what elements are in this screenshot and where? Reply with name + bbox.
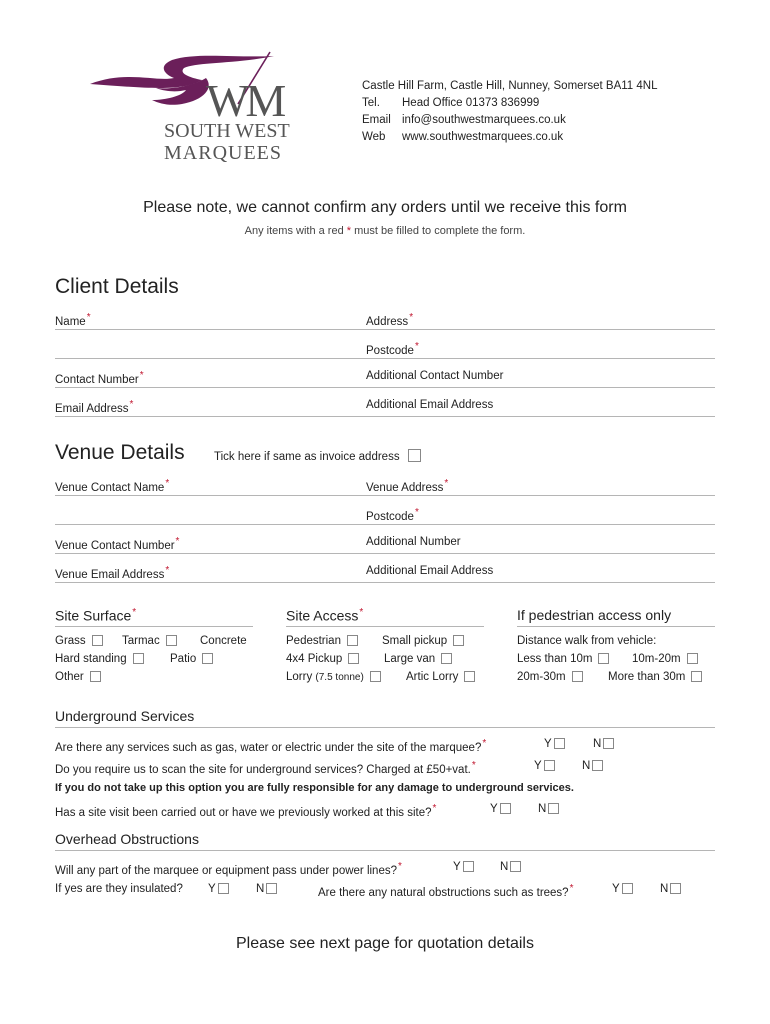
distance-20-30-checkbox[interactable] [572,671,583,682]
distance-walk-label: Distance walk from vehicle: [517,635,657,647]
overhead-q1-no: N [500,861,521,873]
underground-q1-no-checkbox[interactable] [603,738,614,749]
surface-hard-standing-option: Hard standing [55,653,144,665]
client-postcode-label: Postcode* [366,341,419,357]
logo-text-line1: SOUTH WEST [164,120,290,142]
underground-services-heading: Underground Services [55,708,195,724]
overhead-q3-yes: Y [612,883,633,895]
access-artic-option: Artic Lorry [406,671,475,683]
client-name-field[interactable] [55,329,715,330]
access-4x4-option: 4x4 Pickup [286,653,359,665]
web-link[interactable]: www.southwestmarquees.co.uk [402,131,564,143]
distance-gt30-option: More than 30m [608,671,702,683]
underground-q3: Has a site visit been carried out or have we previously worked at this site?* [55,803,437,819]
same-as-invoice-option: Tick here if same as invoice address [214,449,421,463]
venue-additional-number-label: Additional Number [366,536,461,548]
site-surface-divider [55,626,253,627]
surface-patio-option: Patio [170,653,213,665]
underground-q1-yes-checkbox[interactable] [554,738,565,749]
overhead-q2-no-checkbox[interactable] [266,883,277,894]
venue-contact-number-field[interactable] [55,553,715,554]
surface-other-option: Other [55,671,101,683]
client-email-label: Email Address* [55,399,134,415]
access-large-van-option: Large van [384,653,452,665]
distance-20-30-option: 20m-30m [517,671,583,683]
distance-10-20-option: 10m-20m [632,653,698,665]
underground-q1: Are there any services such as gas, water or electric under the site of the marquee?* [55,738,487,754]
distance-lt10-checkbox[interactable] [598,653,609,664]
underground-q3-yes-checkbox[interactable] [500,803,511,814]
venue-email-field[interactable] [55,582,715,583]
client-details-heading: Client Details [55,275,179,298]
overhead-q2-no: N [256,883,277,895]
client-name-label: Name* [55,312,91,328]
client-address-label: Address* [366,312,414,328]
underground-q3-yes: Y [490,803,511,815]
surface-other-checkbox[interactable] [90,671,101,682]
venue-contact-number-label: Venue Contact Number* [55,536,180,552]
access-artic-checkbox[interactable] [464,671,475,682]
overhead-q1: Will any part of the marquee or equipment pass under power lines?* [55,861,402,877]
client-contact-field[interactable] [55,387,715,388]
surface-grass-option: Grass [55,635,103,647]
notice-sub-after: must be filled to complete the form. [354,225,526,237]
client-contact-label: Contact Number* [55,370,144,386]
overhead-q3: Are there any natural obstructions such as trees?* [318,883,574,899]
notice-sub-before: Any items with a red [244,225,344,237]
overhead-q3-no: N [660,883,681,895]
notice-subtitle [0,225,770,237]
company-address: Castle Hill Farm, Castle Hill, Nunney, Somerset BA11 4NL [362,80,658,92]
underground-q2-no-checkbox[interactable] [592,760,603,771]
access-small-pickup-option: Small pickup [382,635,464,647]
access-small-pickup-checkbox[interactable] [453,635,464,646]
distance-lt10-option: Less than 10m [517,653,609,665]
surface-tarmac-option: Tarmac [122,635,177,647]
logo-text-line2: MARQUEES [164,142,283,164]
underground-q1-no: N [593,738,614,750]
underground-q2: Do you require us to scan the site for underground services? Charged at £50+vat.* [55,760,476,776]
web-label: Web [362,131,386,143]
notice-title: Please note, we cannot confirm any orders until we receive this form [143,199,627,216]
underground-q2-yes-checkbox[interactable] [544,760,555,771]
site-surface-heading: Site Surface* [55,607,137,624]
venue-additional-email-label: Additional Email Address [366,565,494,577]
underground-warning: If you do not take up this option you are fully responsible for any damage to underground services. [55,782,574,794]
overhead-q2-yes: Y [208,883,229,895]
client-additional-contact-label: Additional Contact Number [366,370,504,382]
distance-10-20-checkbox[interactable] [687,653,698,664]
email-label: Email [362,114,391,126]
overhead-q1-no-checkbox[interactable] [510,861,521,872]
surface-patio-checkbox[interactable] [202,653,213,664]
logo-monogram: WM [206,75,283,126]
overhead-q3-no-checkbox[interactable] [670,883,681,894]
pedestrian-access-divider [517,626,715,627]
venue-address-label: Venue Address* [366,478,449,494]
access-large-van-checkbox[interactable] [441,653,452,664]
client-postcode-field[interactable] [55,358,715,359]
overhead-divider [55,850,715,851]
underground-q3-no: N [538,803,559,815]
surface-tarmac-checkbox[interactable] [166,635,177,646]
access-pedestrian-checkbox[interactable] [347,635,358,646]
overhead-q2-yes-checkbox[interactable] [218,883,229,894]
footer-note: Please see next page for quotation details [236,935,534,952]
access-lorry-checkbox[interactable] [370,671,381,682]
client-additional-email-label: Additional Email Address [366,399,494,411]
client-email-field[interactable] [55,416,715,417]
underground-q2-yes: Y [534,760,555,772]
access-pedestrian-option: Pedestrian [286,635,358,647]
underground-q1-yes: Y [544,738,565,750]
venue-postcode-label: Postcode* [366,507,419,523]
overhead-q1-yes-checkbox[interactable] [463,861,474,872]
underground-q3-no-checkbox[interactable] [548,803,559,814]
email-link[interactable]: info@southwestmarquees.co.uk [402,114,566,126]
tel-label: Tel. [362,97,380,109]
site-access-heading: Site Access* [286,607,364,624]
pedestrian-access-heading: If pedestrian access only [517,607,672,623]
company-logo [86,48,306,166]
overhead-q3-yes-checkbox[interactable] [622,883,633,894]
venue-email-label: Venue Email Address* [55,565,170,581]
venue-contact-name-field[interactable] [55,495,715,496]
surface-concrete-label: Concrete [200,635,247,647]
underground-divider [55,727,715,728]
overhead-q2: If yes are they insulated? [55,883,183,895]
access-lorry-option: Lorry (7.5 tonne) [286,671,381,683]
required-star: * [346,225,352,237]
site-access-divider [286,626,484,627]
tel-value: Head Office 01373 836999 [402,97,540,109]
venue-details-heading: Venue Details [55,441,185,464]
same-as-invoice-checkbox[interactable] [408,449,421,462]
surface-hard-standing-checkbox[interactable] [133,653,144,664]
overhead-q1-yes: Y [453,861,474,873]
distance-gt30-checkbox[interactable] [691,671,702,682]
venue-postcode-field[interactable] [55,524,715,525]
access-4x4-checkbox[interactable] [348,653,359,664]
overhead-obstructions-heading: Overhead Obstructions [55,831,199,847]
surface-grass-checkbox[interactable] [92,635,103,646]
venue-contact-name-label: Venue Contact Name* [55,478,170,494]
underground-q2-no: N [582,760,603,772]
